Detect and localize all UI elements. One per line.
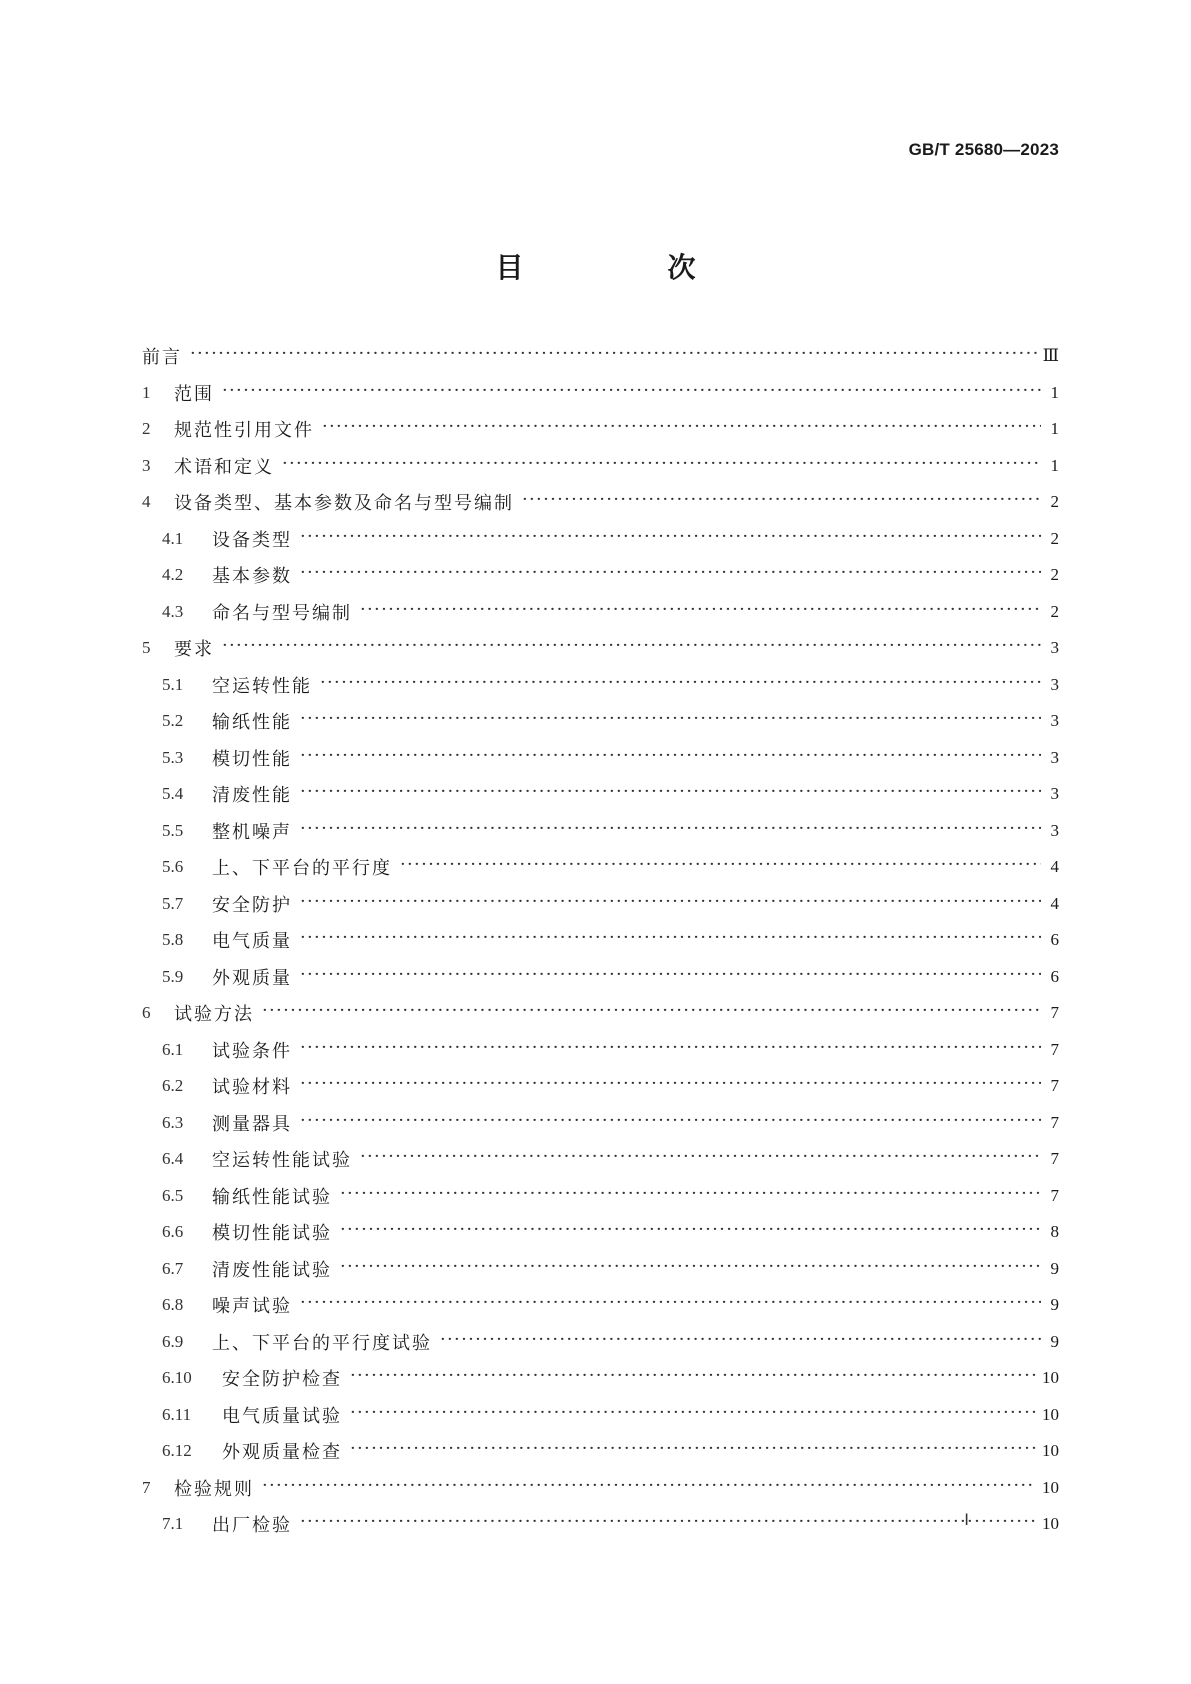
toc-entry-label: 上、下平台的平行度 — [212, 858, 392, 880]
toc-entry-number: 6.8 — [162, 1295, 184, 1315]
toc-entry-number: 6.4 — [162, 1149, 184, 1169]
toc-entry-label: 模切性能 — [212, 748, 292, 770]
toc-entry[interactable] — [142, 959, 1059, 996]
toc-entry-number: 5.8 — [162, 930, 184, 950]
toc-entry-label: 整机噪声 — [212, 821, 292, 843]
toc-entry[interactable] — [142, 1470, 1059, 1507]
toc-leader-dots — [340, 1187, 1041, 1205]
toc-entry[interactable] — [142, 1324, 1059, 1361]
toc-leader-dots — [300, 1041, 1041, 1059]
toc-entry[interactable] — [142, 886, 1059, 923]
toc-entry[interactable] — [142, 375, 1059, 412]
toc-entry-number: 4 — [142, 492, 151, 512]
table-of-contents — [142, 338, 1059, 1543]
toc-entry-label: 安全防护 — [212, 894, 292, 916]
toc-entry-number: 6.3 — [162, 1112, 184, 1132]
toc-entry-page: 10 — [1042, 1368, 1059, 1388]
toc-entry-label: 范围 — [174, 383, 214, 405]
toc-entry-page: 3 — [1050, 820, 1059, 840]
toc-entry-number: 6.5 — [162, 1185, 184, 1205]
toc-entry-number: 5.4 — [162, 784, 184, 804]
toc-leader-dots — [300, 822, 1041, 840]
toc-entry-number: 4.2 — [162, 565, 184, 585]
toc-entry[interactable] — [142, 922, 1059, 959]
toc-entry-page: 1 — [1050, 382, 1059, 402]
toc-entry-page: 1 — [1050, 455, 1059, 475]
toc-leader-dots — [300, 712, 1041, 730]
toc-entry-page: 3 — [1050, 711, 1059, 731]
toc-entry-label: 外观质量 — [212, 967, 292, 989]
toc-leader-dots — [300, 968, 1041, 986]
toc-leader-dots — [300, 1296, 1041, 1314]
toc-leader-dots — [300, 749, 1041, 767]
toc-entry-page: 7 — [1050, 1112, 1059, 1132]
toc-entry-page: 7 — [1050, 1039, 1059, 1059]
toc-entry[interactable] — [142, 703, 1059, 740]
toc-entry-number: 6.7 — [162, 1258, 184, 1278]
toc-entry[interactable] — [142, 594, 1059, 631]
toc-leader-dots — [340, 1260, 1041, 1278]
toc-entry-label: 模切性能试验 — [212, 1223, 332, 1245]
toc-entry[interactable] — [142, 484, 1059, 521]
toc-entry-number: 6.1 — [162, 1039, 184, 1059]
toc-entry-label: 设备类型 — [212, 529, 292, 551]
toc-leader-dots — [300, 1515, 1036, 1533]
toc-entry-page: Ⅲ — [1042, 346, 1059, 366]
toc-entry-label: 出厂检验 — [212, 1515, 292, 1537]
toc-entry-number: 1 — [142, 382, 151, 402]
toc-entry-number: 6 — [142, 1003, 151, 1023]
toc-entry-label: 空运转性能试验 — [212, 1150, 352, 1172]
toc-leader-dots — [440, 1333, 1041, 1351]
toc-entry[interactable] — [142, 1287, 1059, 1324]
toc-leader-dots — [300, 785, 1041, 803]
toc-entry-page: 10 — [1042, 1441, 1059, 1461]
toc-entry-label: 命名与型号编制 — [212, 602, 352, 624]
toc-entry[interactable] — [142, 557, 1059, 594]
toc-entry-page: 10 — [1042, 1514, 1059, 1534]
toc-entry-number: 5.1 — [162, 674, 184, 694]
toc-entry[interactable] — [142, 849, 1059, 886]
toc-entry-number: 5 — [142, 638, 151, 658]
toc-entry-label: 基本参数 — [212, 566, 292, 588]
toc-entry-number: 5.7 — [162, 893, 184, 913]
toc-entry[interactable] — [142, 1251, 1059, 1288]
toc-leader-dots — [322, 420, 1041, 438]
toc-entry-page: 3 — [1050, 784, 1059, 804]
toc-leader-dots — [360, 1150, 1041, 1168]
toc-entry[interactable] — [142, 1397, 1059, 1434]
toc-entry-label: 试验材料 — [212, 1077, 292, 1099]
toc-entry-page: 9 — [1050, 1258, 1059, 1278]
toc-leader-dots — [222, 384, 1041, 402]
toc-leader-dots — [300, 931, 1041, 949]
toc-entry-number: 2 — [142, 419, 151, 439]
toc-entry-label: 设备类型、基本参数及命名与型号编制 — [174, 493, 514, 515]
toc-entry-page: 9 — [1050, 1331, 1059, 1351]
toc-entry-label: 试验条件 — [212, 1040, 292, 1062]
toc-entry-page: 9 — [1050, 1295, 1059, 1315]
toc-leader-dots — [300, 1114, 1041, 1132]
toc-leader-dots — [320, 676, 1041, 694]
toc-entry-page: 4 — [1050, 857, 1059, 877]
toc-leader-dots — [350, 1406, 1036, 1424]
toc-leader-dots — [300, 566, 1041, 584]
toc-entry-page: 6 — [1050, 966, 1059, 986]
toc-entry[interactable] — [142, 667, 1059, 704]
toc-entry-label: 前言 — [142, 347, 182, 369]
toc-entry-label: 输纸性能 — [212, 712, 292, 734]
toc-entry-number: 6.2 — [162, 1076, 184, 1096]
toc-entry-page: 8 — [1050, 1222, 1059, 1242]
toc-entry-page: 7 — [1050, 1076, 1059, 1096]
toc-entry[interactable] — [142, 1214, 1059, 1251]
toc-entry-page: 7 — [1050, 1185, 1059, 1205]
page-title: 目 次 — [495, 251, 754, 284]
toc-leader-dots — [300, 530, 1041, 548]
toc-leader-dots — [222, 639, 1041, 657]
toc-entry-number: 4.3 — [162, 601, 184, 621]
toc-entry-number: 5.3 — [162, 747, 184, 767]
toc-leader-dots — [300, 1077, 1041, 1095]
toc-entry-number: 6.6 — [162, 1222, 184, 1242]
toc-entry-label: 安全防护检查 — [222, 1369, 342, 1391]
toc-entry-page: 10 — [1042, 1477, 1059, 1497]
toc-leader-dots — [262, 1004, 1041, 1022]
toc-entry[interactable] — [142, 1105, 1059, 1142]
toc-entry-number: 5.6 — [162, 857, 184, 877]
standard-code: GB/T 25680—2023 — [908, 140, 1059, 159]
toc-entry-number: 4.1 — [162, 528, 184, 548]
toc-entry-label: 电气质量 — [212, 931, 292, 953]
toc-entry-label: 噪声试验 — [212, 1296, 292, 1318]
toc-entry-number: 6.10 — [162, 1368, 192, 1388]
toc-entry-number: 6.11 — [162, 1404, 192, 1424]
toc-leader-dots — [350, 1442, 1036, 1460]
toc-entry-number: 7.1 — [162, 1514, 184, 1534]
toc-entry[interactable] — [142, 776, 1059, 813]
toc-entry-number: 6.9 — [162, 1331, 184, 1351]
toc-entry-number: 5.5 — [162, 820, 184, 840]
toc-entry[interactable] — [142, 1360, 1059, 1397]
toc-entry-number: 3 — [142, 455, 151, 475]
page-number: Ⅰ — [964, 1512, 969, 1529]
toc-entry-page: 4 — [1050, 893, 1059, 913]
toc-entry-label: 规范性引用文件 — [174, 420, 314, 442]
toc-entry-page: 3 — [1050, 674, 1059, 694]
toc-entry[interactable] — [142, 448, 1059, 485]
toc-entry-label: 测量器具 — [212, 1113, 292, 1135]
toc-entry[interactable] — [142, 1068, 1059, 1105]
toc-entry-label: 检验规则 — [174, 1478, 254, 1500]
toc-entry[interactable] — [142, 995, 1059, 1032]
toc-entry-label: 输纸性能试验 — [212, 1186, 332, 1208]
toc-entry-page: 10 — [1042, 1404, 1059, 1424]
toc-leader-dots — [340, 1223, 1041, 1241]
toc-entry-number: 6.12 — [162, 1441, 192, 1461]
toc-entry-page: 6 — [1050, 930, 1059, 950]
toc-entry-page: 7 — [1050, 1149, 1059, 1169]
toc-entry-page: 3 — [1050, 747, 1059, 767]
toc-leader-dots — [360, 603, 1041, 621]
toc-entry-label: 要求 — [174, 639, 214, 661]
toc-entry[interactable] — [142, 740, 1059, 777]
toc-entry[interactable] — [142, 813, 1059, 850]
toc-entry-number: 5.9 — [162, 966, 184, 986]
toc-leader-dots — [190, 347, 1037, 365]
toc-entry-page: 2 — [1050, 601, 1059, 621]
toc-entry-label: 试验方法 — [174, 1004, 254, 1026]
toc-entry[interactable] — [142, 1141, 1059, 1178]
toc-entry[interactable] — [142, 1032, 1059, 1069]
toc-entry-label: 清废性能 — [212, 785, 292, 807]
toc-entry-label: 外观质量检查 — [222, 1442, 342, 1464]
toc-entry-label: 空运转性能 — [212, 675, 312, 697]
toc-entry-page: 3 — [1050, 638, 1059, 658]
toc-entry[interactable] — [142, 521, 1059, 558]
toc-entry-label: 上、下平台的平行度试验 — [212, 1332, 432, 1354]
toc-entry-label: 术语和定义 — [174, 456, 274, 478]
toc-leader-dots — [300, 895, 1041, 913]
toc-leader-dots — [282, 457, 1041, 475]
toc-entry-page: 1 — [1050, 419, 1059, 439]
toc-entry-page: 2 — [1050, 528, 1059, 548]
toc-entry-label: 清废性能试验 — [212, 1259, 332, 1281]
toc-leader-dots — [522, 493, 1041, 511]
toc-leader-dots — [350, 1369, 1036, 1387]
toc-entry-page: 7 — [1050, 1003, 1059, 1023]
toc-leader-dots — [262, 1479, 1036, 1497]
toc-entry-page: 2 — [1050, 492, 1059, 512]
toc-entry[interactable] — [142, 411, 1059, 448]
toc-entry[interactable] — [142, 338, 1059, 375]
toc-entry-number: 5.2 — [162, 711, 184, 731]
toc-entry[interactable] — [142, 1178, 1059, 1215]
toc-entry[interactable] — [142, 1433, 1059, 1470]
toc-entry[interactable] — [142, 1506, 1059, 1543]
toc-entry-number: 7 — [142, 1477, 151, 1497]
toc-entry[interactable] — [142, 630, 1059, 667]
toc-entry-label: 电气质量试验 — [222, 1405, 342, 1427]
toc-leader-dots — [400, 858, 1041, 876]
toc-entry-page: 2 — [1050, 565, 1059, 585]
